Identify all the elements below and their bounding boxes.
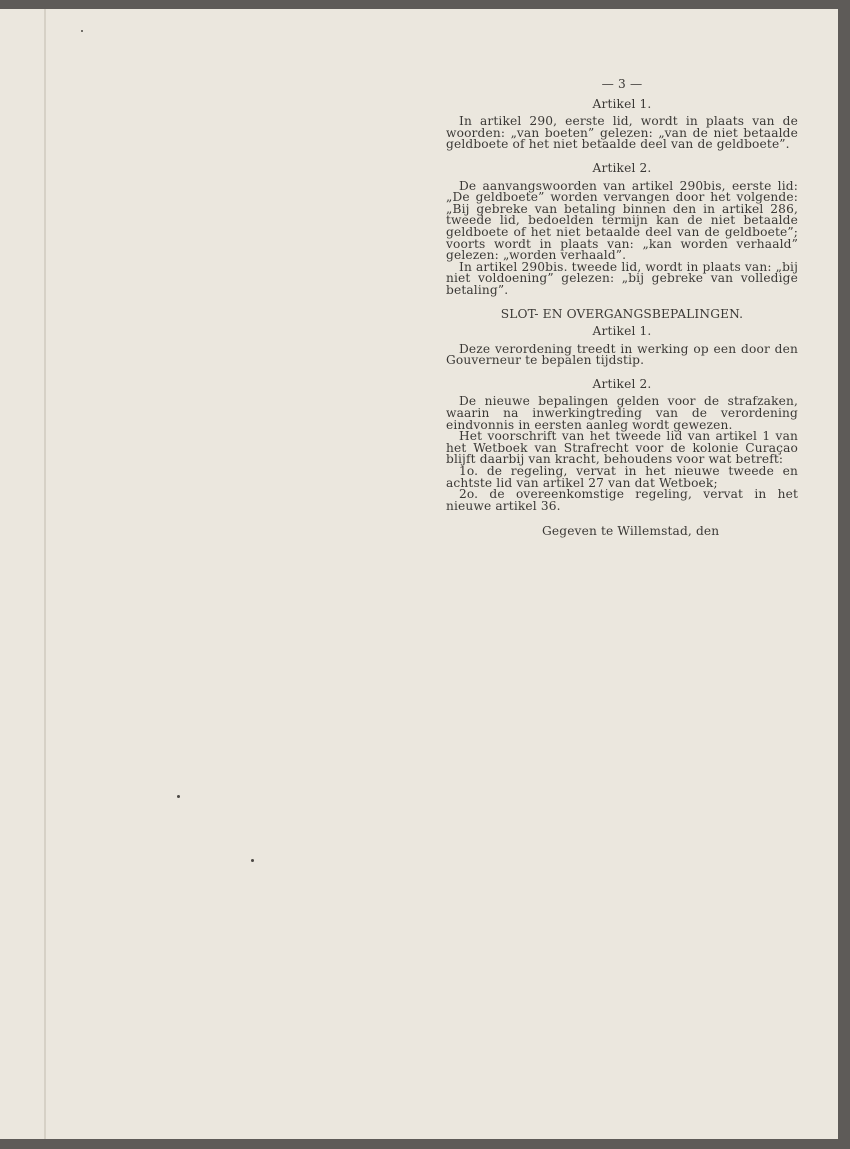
article-heading: Artikel 2. <box>592 376 652 391</box>
paragraph: Het voorschrift van het tweede lid van artikel 1 van het Wetboek van Strafrecht voor de kolonie Curaçao blijft daarbij van kracht, behoudens voor wat betreft: <box>446 429 798 467</box>
article-heading: Artikel 1. <box>592 96 652 111</box>
page-fold-line <box>44 9 46 1139</box>
speck <box>81 30 83 32</box>
article-heading: Artikel 1. <box>592 324 652 339</box>
speck <box>251 859 254 862</box>
paragraph: Deze verordening treedt in werking op een door den Gouverneur te bepalen tijdstip. <box>446 341 798 368</box>
page-number: — 3 — <box>601 77 643 91</box>
paragraph: 2o. de overeenkomstige regeling, vervat in het nieuwe artikel 36. <box>446 487 798 513</box>
article-heading: SLOT- EN OVERGANGSBEPALINGEN. <box>500 306 744 321</box>
paragraph: In artikel 290, eerste lid, wordt in plaats van de woorden: „van boeten” gelezen: „van de niet betaalde geldboete of het niet betaalde deel van de geldboete”. <box>446 114 798 152</box>
paragraph: De aanvangswoorden van artikel 290bis, eerste lid: „De geldboete” worden vervangen door het volgende: „Bij gebreke van betaling binnen den in artikel 286, tweede lid, bedoelden termijn kan de niet betaalde geldboete of het niet betaalde deel van de geldboete”; voorts wordt in plaats van: „kan worden verhaald” gelezen: „worden verhaald”. <box>446 178 798 263</box>
body-blocks <box>446 96 798 513</box>
paragraph: 1o. de regeling, vervat in het nieuwe tweede en achtste lid van artikel 27 van dat Wetboek; <box>446 464 798 490</box>
signoff-line: Gegeven te Willemstad, den <box>542 524 720 539</box>
speck <box>177 795 180 798</box>
paragraph: In artikel 290bis. tweede lid, wordt in plaats van: „bij niet voldoening” gelezen: „bij gebreke van volledige betaling”. <box>446 259 798 297</box>
article-heading: Artikel 2. <box>592 160 652 175</box>
paragraph: De nieuwe bepalingen gelden voor de strafzaken, waarin na inwerkingtreding van de verordening eindvonnis in eersten aanleg wordt gewezen. <box>446 394 798 432</box>
document-body <box>446 79 798 538</box>
